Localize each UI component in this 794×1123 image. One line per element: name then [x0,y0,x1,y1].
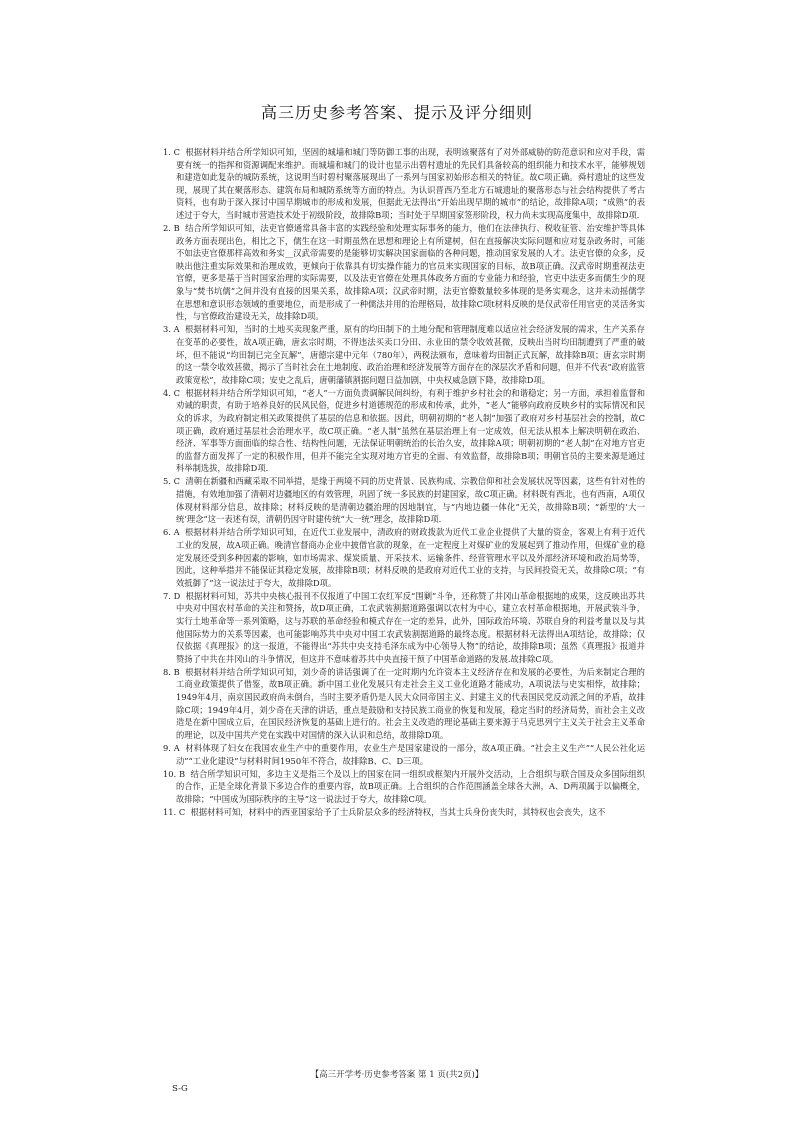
item-text: 结合所学知识可知，法吏官僚通常具备丰富的实践经验和处理实际事务的能力，他们在法律执行、税收征管、治安维护等具体政务方面表现出色，相比之下，儒生在这一时期虽然在思想和理论上有所建树，但在直接解决实际问题和应对复杂政务时，可能不如法吏官僚那样高效和务实__汉武帝需要的是能够切实解决国家面临的各种问题，推动国家发展的人才。法吏官僚的众多，反映出他注重实际效果和治理成效，更倾向于依靠具有切实操作能力的官员来实现国家的目标，故B项正确。汉武帝时期重视法吏官僚，更多是基于当时国家治理的实际需要，以及法吏官僚在处理具体政务方面的专业能力和经验，官吏中法吏多而儒生少的现象与“焚书坑儒”之间并没有直接的因果关系，故排除A项；汉武帝时期，法吏官僚数量较多体现的是务实观念，这并未动摇儒学在思想和意识形态领域的重要地位，而是形成了一种儒法并用的治理格局，故排除C项t材料反映的是仅武帝任用官吏的灵活务实性，与官僚政治建设无关，故排除D项。 [176,223,645,322]
item-number: 4. C [163,387,180,398]
page-title: 高三历史参考答案、提示及评分细则 [260,103,533,122]
item-text: 结合所学知识可知，多边主义是指三个及以上的国家在同一组织或框架内开展外交活动，上合组织与联合国及众多国际组织的合作，正是全球化背景下多边合作的重要内容，故B项正确。上合组织的合作范围涵盖全球各大洲，A、D两项属于以偏概全，故排除；“中国成为国际秩序的主导”这一说法过于夸大，故排除C项。 [176,768,645,804]
item-text: 根据材料并结合所学知识可知，在近代工业发展中，清政府的财政拨款为近代工业企业提供了大量的资金，客观上有利于近代工业的发展，故A项正确。晚清官督商办企业中披借官款的现象，在一定程度上对煤矿业的发展起到了推动作用，但煤矿业的稳定发展还受到多种因素的影响，如市场需求、煤炭质量、开采技术、运输条件、经营管理水平以及外部经济环境和政治局势等，因此，这种举措并不能保证其稳定发展，故排除B项；材料反映的是政府对近代工业的支持，与民间投资无关，故排除C项；“有效抵御了”这一说法过于夸大，故排除D项。 [176,527,646,588]
answer-item [163,768,645,806]
answer-item [163,387,645,475]
item-text: 清朝在新疆和西藏采取不同举措，是缘于两境不同的历史背景、民族构成、宗教信仰和社会发展状况等因素，这些有针对性的措施，有效地加强了清朝对边疆地区的有效管理，巩固了统一多民族的封建国家，故C项正确。材料既有西北，也有西南，A项仅体现材料部分信息，故排除；材料反映的是清朝边疆治理的因地制宜，与“内地边疆一体化”无关，故排除B项；“新型的‘大一统’理念”这一表述有误，清朝仍因守时建传统“大一统”理念，故排除D项. [176,476,645,525]
item-number: 7. D [163,590,181,601]
answer-item [163,806,645,819]
answer-item [163,742,645,767]
document-code: S-G [172,1084,188,1094]
item-text: 根据材料可知，当时的土地买卖现象严重，原有的均田制下的土地分配和管理制度难以适应社会经济发展的需求，生产关系存在变革的必要性，故A项正确，唐玄宗时期，不得违法买卖口分田、永业田的禁令收效甚微，反映出当时均田制遭到了严重的破坏，但不能说“均田制已完全瓦解”，唐德宗建中元年（780年），两税法颁布，意味着均田制正式瓦解，故排除B项；唐玄宗时期的这一禁令收效甚微，揭示了当时社会在土地制度、政治治理和经济发展等方面存在的深层次矛盾和问题，但并不代表”政府监管政策宽松”，故排除C项；安史之乱后，唐朝藩镇割据问题日益加剧，中央权威急剧下降，故排除D项。 [176,324,646,385]
item-number: 11. C [163,806,186,817]
answer-item [163,475,645,525]
answer-item [163,323,645,386]
answer-item [163,526,645,589]
item-number: 8. B [163,666,180,677]
item-number: 1. C [163,147,180,157]
item-number: 3. A [163,324,180,335]
item-text: 根据材料并结合所学知识可知，“老人”一方面负责调解民间纠纷，有利于维护乡村社会的和谐稳定；另一方面，承担着监督和劝诫的职责，有助于培养良好的民风民俗，促进乡村道德规范的形成和传承，此外，“老人”能够向政府反映乡村的实际情况和民众的诉求，为政府制定相关政策提供了基层的信息和依据。因此，明朝初期的“老人制”加强了政府对乡村基层社会的控制，故C项正确，政府通过基层社会治理水平，故C项正确。“老人制”虽然在基层治理上有一定成效，但无法从根本上解决明朝在政治、经济、军事等方面面临的综合性、结构性问题，无法保证明朝统治的长治久安，故排除A项；明朝初期的“老人制”在对地方官吏的监督方面发挥了一定的积极作用，但并不能完全实现对地方官吏的全面、有效监督，故排除B项；明朝官员的主要来源是通过科举制选拔，故排除D项. [176,387,645,474]
answer-item [163,146,645,222]
item-number: 6. A [163,527,180,538]
item-number: 2. B [163,223,180,234]
item-text: 材料体现了妇女在我国农业生产中的重要作用，农业生产是国家建设的一部分，故A项正确。“社会主义生产”“人民公社化运动”“工业化建设”与材料时间1950年不符合，故排除B、C、D三项。 [176,742,646,766]
item-text: 根据材料并结合所学知识可知，刘少奇的讲话强调了在一定时期内允许资本主义经济存在和发展的必要性，为后来制定合理的工商业政策提供了借鉴，故B项正确。新中国工业化发展只有走社会主义工业化道路才能成功，A项说法与史实相悖，故排除；1949年4月，南京国民政府尚未倒台，当时主要矛盾仍是人民大众同帝国主义、封建主义的代表国民党反动派之间的矛盾，故排除C项；1949年4月，刘少奇在天津的讲话，重点是鼓励和支持民族工商业的恢复和发展，稳定当时的经济局势，而社会主义改造是在新中国成立后，在国民经济恢复的基础上进行的。社会主义改造的理论基础主要来源于马克思列宁主义关于社会主义革命的理论，以及中国共产党在实践中对国情的深入认识和总结，故排除D项。 [176,666,645,740]
item-text: 根据材料并结合所学知识可知，坚固的城墙和城门等防御工事的出现，表明该聚落有了对外部威胁的防范意识和应对手段，需要有统一的指挥和资源调配来维护。而城墙和城门的设计也显示出碧村遗址的先民们具备较高的组织能力和技术水平，能够规划和建造如此复杂的城防系统，这说明当时碧村聚落展现出了一系列与国家初始形态相关的特征。故C项正确。舜村遗址的这些发现，展现了其在聚落形态、建筑布局和城防系统等方面的特点。为认识晋西乃至北方石城遗址的聚落形态与社会结构提供了考古资料，也有助于深入探讨中国早期城市的形成和发展，但据此无法得出“开始出现早期的城市”的结论，故排除A项；“成熟”的表述过于夸大，当时城市营造技术处于初级阶段，故排除B项；当时处于早期国家签形阶段，权力尚未实现高度集中，故排除D项. [176,147,645,220]
item-number: 9. A [163,742,180,753]
answer-item [163,666,645,742]
answer-list [163,146,645,819]
item-number: 5. C [163,476,180,487]
page-footer: 【高三开学考·历史参考答案 第 1 页(共2页)】 [310,1070,484,1080]
item-text: 根据材料可知，苏共中央核心报刊不仅报道了中国工农红军反“围剿”斗争，还称赞了井冈山革命根据地的成果，这反映出苏共中央对中国农村革命的关注和赞扬，故D项正确，工农武装割据道路强调以农村为中心，建立农村革命根据地，开展武装斗争，实行土地革命等一系列策略，这与苏联的革命经验和模式存在一定的差异，此外，国际政治环境、苏联自身的利益考量以及与其他国际势力的关系等因素，也可能影响苏共中央对中国工农武装割据道路的最终态度。根据材料无法得出A项结论，故排除；仅仅依据《真理报》的这一报道，不能得出“苏共中央支持毛泽东成为中心领导人物”的结论，故排除B项；虽然《真理报》报道并赞扬了中共在井冈山的斗争情况，但这并不意味着苏共中央直接干预了中国革命道路的发展.故排除C项。 [176,590,645,664]
answer-item [163,590,645,666]
item-text: 根据材料可知，材料中的西亚国家给予了士兵阶层众多的经济特权，当其士兵身份丧失时，其特权也会丧失，这不 [190,806,606,817]
item-number: 10. B [163,768,186,779]
answer-item [163,222,645,323]
